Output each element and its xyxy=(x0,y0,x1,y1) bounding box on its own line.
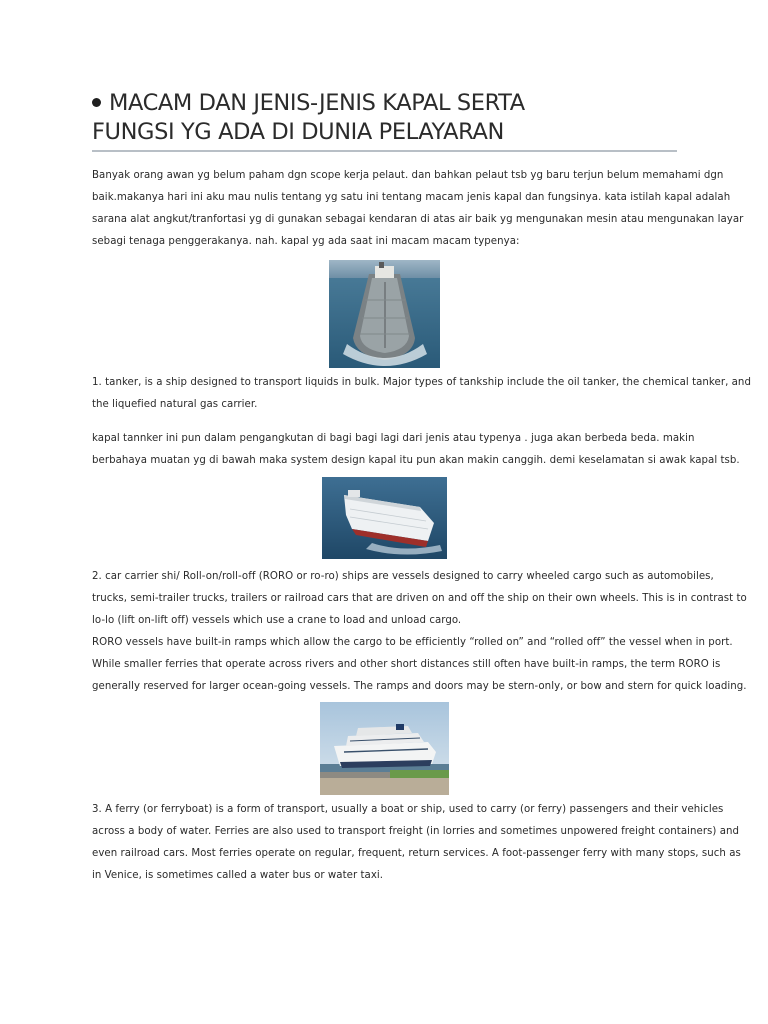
ferry-line: across a body of water. Ferries are also used to transport freight (in lorries and sometimes unpowered freight containers) and xyxy=(92,826,740,837)
ferry-line: in Venice, is sometimes called a water bus or water taxi. xyxy=(92,870,384,881)
car-carrier-line: 2. car carrier shi/ Roll-on/roll-off (RORO or ro-ro) ships are vessels designed to carry wheeled cargo such as automobiles, xyxy=(92,571,714,582)
tanker-line: 1. tanker, is a ship designed to transport liquids in bulk. Major types of tankship include the oil tanker, the chemical tanker, and xyxy=(92,377,751,388)
intro-line: sebagi tenaga penggerakanya. nah. kapal yg ada saat ini macam macam typenya: xyxy=(92,236,520,247)
car-carrier-line: RORO vessels have built-in ramps which allow the cargo to be efficiently “rolled on” and “rolled off” the vessel when in port. xyxy=(92,637,733,648)
tanker-note-paragraph xyxy=(92,428,740,472)
car-carrier-line: trucks, semi-trailer trucks, trailers or railroad cars that are driven on and off the ship on their own wheels. This is in contrast to xyxy=(92,593,747,604)
car-carrier-line: lo-lo (lift on-lift off) vessels which use a crane to load and unload cargo. xyxy=(92,615,462,626)
page-title xyxy=(92,89,682,147)
tanker-note-line: berbahaya muatan yg di bawah maka system design kapal itu pun akan makin canggih. demi keselamatan si awak kapal tsb. xyxy=(92,455,740,466)
tanker-paragraph xyxy=(92,372,751,416)
title-divider xyxy=(92,150,677,152)
title-line-1: MACAM DAN JENIS-JENIS KAPAL SERTA xyxy=(109,90,525,116)
tanker-ship-image xyxy=(329,260,440,368)
tanker-note-line: kapal tannker ini pun dalam pengangkutan di bagi bagi lagi dari jenis atau typenya . juga akan berbeda beda. makin xyxy=(92,433,695,444)
title-line-2: FUNGSI YG ADA DI DUNIA PELAYARAN xyxy=(92,119,504,145)
ferry-ship-image xyxy=(320,702,449,795)
car-carrier-ship-image xyxy=(322,477,447,559)
ferry-line: even railroad cars. Most ferries operate on regular, frequent, return services. A foot-passenger ferry with many stops, such as xyxy=(92,848,741,859)
ferry-line: 3. A ferry (or ferryboat) is a form of transport, usually a boat or ship, used to carry (or ferry) passengers and their vehicles xyxy=(92,804,724,815)
tanker-line: the liquefied natural gas carrier. xyxy=(92,399,258,410)
intro-line: baik.makanya hari ini aku mau nulis tentang yg satu ini tentang macam jenis kapal dan fungsinya. kata istilah kapal adalah xyxy=(92,192,731,203)
intro-line: Banyak orang awan yg belum paham dgn scope kerja pelaut. dan bahkan pelaut tsb yg baru terjun belum memahami dgn xyxy=(92,170,724,181)
intro-line: sarana alat angkut/tranfortasi yg di gunakan sebagai kendaran di atas air baik yg mengunakan mesin atau mengunakan layar xyxy=(92,214,744,225)
intro-paragraph xyxy=(92,165,744,253)
car-carrier-line: While smaller ferries that operate across rivers and other short distances still often have built-in ramps, the term RORO is xyxy=(92,659,721,670)
car-carrier-paragraph xyxy=(92,566,747,698)
bullet-icon xyxy=(92,98,101,107)
car-carrier-line: generally reserved for larger ocean-going vessels. The ramps and doors may be stern-only, or bow and stern for quick loading. xyxy=(92,681,747,692)
ferry-paragraph xyxy=(92,799,741,887)
